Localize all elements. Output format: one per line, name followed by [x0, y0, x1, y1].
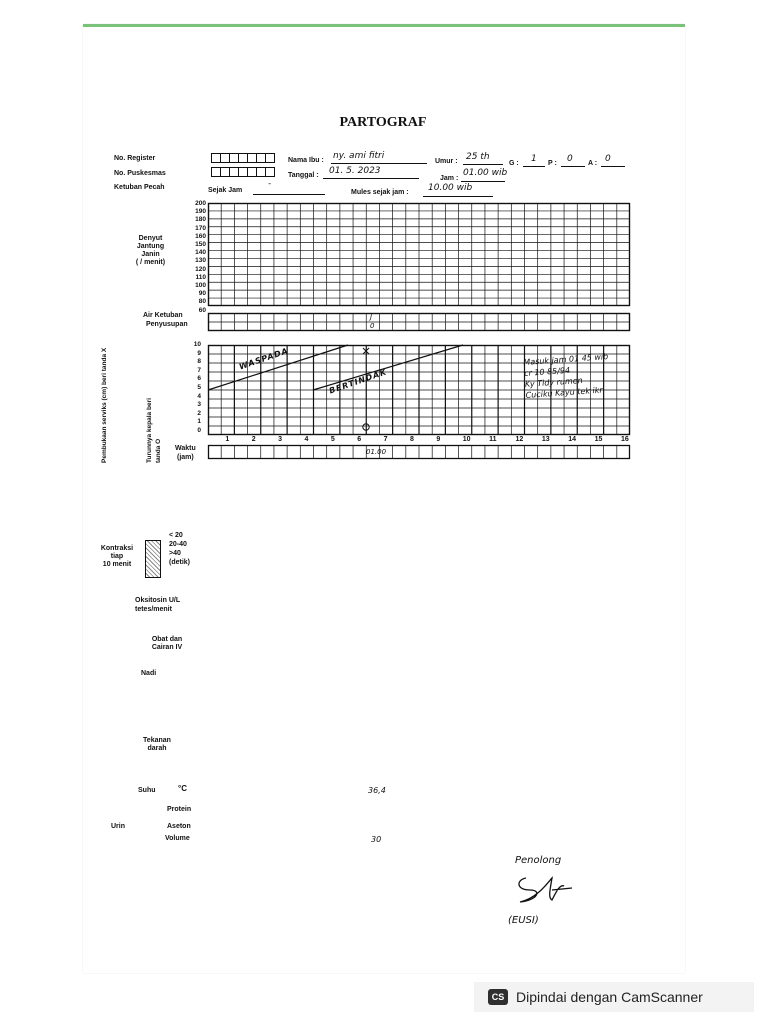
note-line: cr 10 85/94 — [523, 365, 571, 378]
a-label: A : — [588, 160, 598, 167]
y-tick-label: 180 — [195, 216, 206, 224]
kontraksi-label-line: tiap — [110, 553, 124, 560]
kontraksi-label — [93, 545, 141, 569]
y-tick-label: 190 — [195, 208, 206, 216]
volume-label: Volume — [165, 835, 190, 842]
kontraksi-label-line: 10 menit — [102, 561, 132, 568]
x-tick-label: 10 — [462, 436, 471, 443]
urin-label: Urin — [111, 823, 125, 830]
penyusupan-label: Penyusupan — [146, 321, 188, 328]
camscanner-logo-icon: CS — [488, 989, 508, 1005]
oksitosin-label: Oksitosin U/L — [135, 597, 181, 604]
suhu-label: Suhu — [138, 787, 156, 794]
djj-label-line: Janin — [141, 251, 160, 258]
y-tick-label: 0 — [197, 427, 201, 434]
y-tick-label: 100 — [195, 282, 206, 289]
x-tick-label: 12 — [515, 436, 524, 443]
sejak-jam-line — [253, 184, 325, 195]
y-tick-label: 200 — [195, 200, 206, 207]
kontraksi-legend-gt40: >40 — [169, 550, 181, 557]
x-tick-label: 13 — [541, 436, 550, 443]
kontraksi-legend-swatch — [145, 540, 161, 578]
note-line: Masuk jam 01 45 wib — [523, 352, 609, 367]
x-tick-label: 3 — [278, 436, 283, 443]
x-tick-label: 8 — [410, 436, 414, 443]
y-tick-label: 9 — [197, 349, 201, 357]
x-tick-label: 14 — [568, 436, 577, 443]
g-label: G : — [509, 160, 519, 167]
p-line — [561, 156, 585, 167]
djj-label-line: Denyut — [138, 235, 163, 242]
x-tick-label: 11 — [489, 436, 497, 443]
signature-scribble — [508, 872, 578, 908]
kontraksi-legend-lt20: < 20 — [169, 532, 183, 539]
y-tick-label: 1 — [197, 418, 201, 426]
x-tick-label: 4 — [304, 436, 309, 443]
y-tick-label: 5 — [197, 384, 201, 391]
umur-label: Umur : — [435, 158, 458, 165]
page-title: PARTOGRAF — [339, 115, 427, 130]
nama-ibu-value: ny. ami fitri — [333, 151, 385, 161]
protein-label: Protein — [167, 806, 192, 813]
obat-label-line: Cairan IV — [151, 644, 183, 651]
waspada-line-label: WASPADA — [238, 346, 290, 372]
pembukaan-serviks-vertical-label: Pembukaan serviks (cm) beri tanda X — [101, 347, 108, 463]
x-tick-label: 6 — [357, 436, 362, 443]
sejak-jam-value: - — [268, 179, 272, 189]
aseton-label: Aseton — [167, 823, 191, 830]
y-tick-label: 2 — [197, 409, 201, 417]
p-label: P : — [548, 160, 557, 167]
partograf-sheet — [83, 24, 685, 973]
waktu-grid — [208, 445, 630, 459]
jam-label-axis: (jam) — [177, 454, 194, 461]
y-tick-label: 150 — [195, 241, 206, 248]
volume-value: 30 — [371, 835, 382, 844]
y-tick-label: 3 — [197, 401, 201, 409]
y-tick-label: 110 — [195, 273, 206, 281]
g-value: 1 — [531, 154, 537, 164]
camscanner-watermark — [474, 982, 754, 1012]
y-tick-label: 80 — [198, 298, 206, 306]
tetes-menit-label: tetes/menit — [135, 606, 172, 613]
ketuban-value: J — [370, 313, 373, 321]
ketuban-pecah-label: Ketuban Pecah — [114, 184, 165, 191]
note-line: Ky Tidy rumen — [524, 375, 584, 389]
y-tick-label: 90 — [198, 290, 206, 298]
jam-value: 01.00 wib — [463, 168, 508, 178]
x-tick-label: 16 — [621, 436, 629, 443]
obat-label-line: Obat dan — [151, 636, 183, 643]
x-tick-label: 5 — [330, 436, 335, 443]
djj-label-line: ( / menit) — [135, 259, 166, 266]
y-tick-label: 130 — [195, 257, 206, 265]
tekanan-darah-label — [137, 737, 177, 753]
djj-label-line: Jantung — [136, 243, 165, 250]
no-puskesmas-label: No. Puskesmas — [114, 170, 166, 177]
kontraksi-legend-detik: (detik) — [169, 559, 190, 566]
signature-name: (EUSI) — [508, 915, 539, 926]
bertindak-line-label: BERTINDAK — [328, 367, 389, 396]
penyusupan-value: 0 — [370, 322, 375, 330]
suhu-value: 36,4 — [368, 786, 386, 795]
nadi-label: Nadi — [141, 670, 157, 677]
no-register-label: No. Register — [114, 155, 156, 162]
jam-label: Jam : — [440, 175, 459, 182]
x-tick-label: 1 — [225, 436, 230, 443]
note-line: Cuciku Kayu tek ikr — [525, 385, 603, 400]
y-tick-label: 160 — [195, 232, 206, 240]
tanggal-value: 01. 5. 2023 — [329, 166, 381, 176]
y-tick-label: 170 — [195, 224, 206, 232]
a-value: 0 — [605, 154, 611, 164]
umur-value: 25 th — [466, 152, 490, 162]
tanggal-label: Tanggal : — [288, 172, 319, 179]
y-tick-label: 120 — [195, 265, 206, 273]
tekanan-label-line: Tekanan — [143, 737, 171, 744]
mules-label: Mules sejak jam : — [351, 189, 409, 196]
kontraksi-legend-20-40: 20-40 — [169, 541, 187, 548]
handwritten-notes — [523, 351, 611, 401]
djj-label — [123, 235, 178, 267]
x-tick-label: 2 — [251, 436, 256, 443]
p-value: 0 — [567, 154, 573, 164]
x-tick-label: 15 — [594, 436, 603, 443]
y-tick-label: 4 — [197, 392, 201, 400]
urin-grid — [83, 27, 383, 177]
kontraksi-label-line: Kontraksi — [100, 545, 134, 552]
waktu-value: 01.00 — [366, 448, 387, 456]
y-tick-label: 60 — [198, 306, 206, 314]
nama-ibu-label: Nama Ibu : — [288, 157, 324, 164]
air-ketuban-label: Air Ketuban — [143, 312, 183, 319]
y-tick-label: 140 — [195, 249, 206, 257]
turunnya-kepala-vertical-label: Turunnya kepala beri tanda O — [146, 398, 162, 463]
air-ketuban-grid — [208, 313, 630, 331]
sejak-jam-label: Sejak Jam — [208, 187, 243, 194]
y-tick-label: 8 — [197, 358, 201, 366]
mules-value: 10.00 wib — [428, 183, 473, 193]
djj-grid — [208, 203, 630, 306]
camscanner-text: Dipindai dengan CamScanner — [516, 989, 703, 1005]
y-tick-label: 10 — [193, 341, 201, 348]
waktu-label: Waktu — [175, 445, 196, 452]
y-tick-label: 6 — [197, 375, 201, 383]
obat-label — [145, 636, 189, 652]
y-tick-label: 7 — [197, 366, 201, 374]
tekanan-label-line: darah — [147, 745, 167, 752]
suhu-unit: °C — [178, 784, 187, 793]
x-tick-label: 9 — [436, 436, 441, 443]
x-tick-label: 7 — [383, 436, 388, 443]
penolong-label: Penolong — [515, 855, 562, 866]
